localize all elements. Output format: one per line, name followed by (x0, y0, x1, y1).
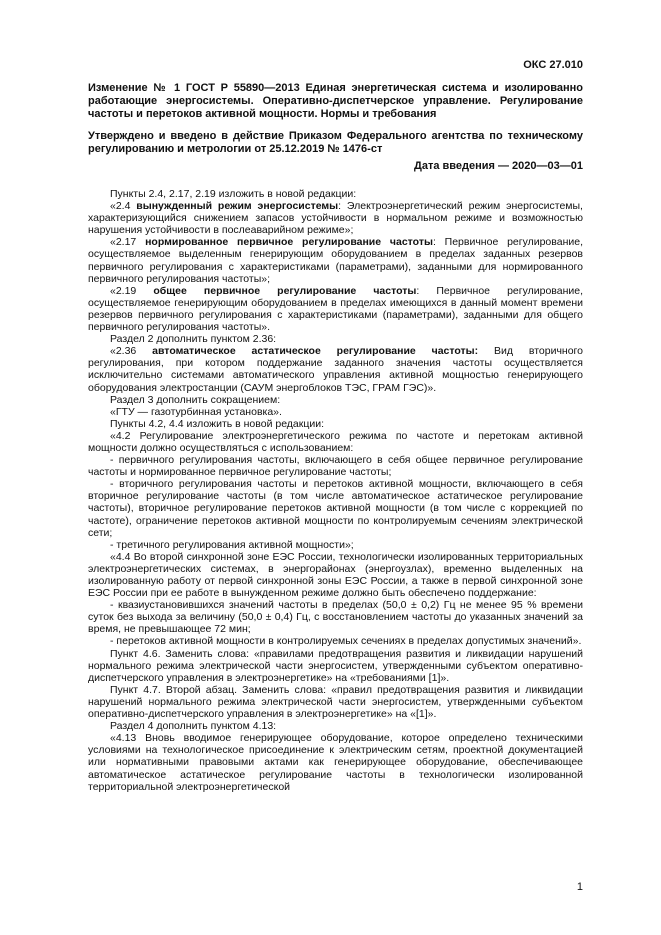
paragraph: «4.13 Вновь вводимое генерирующее оборудование, которое определено техническими условиями на технологическое присоединение к электрическим сетям, проектной документацией или нормативными правовыми актами как генерирующее оборудование, обеспечивающее автоматическое астатическое регулирование частоты в технологически изолированной территориальной электроэнергетической (88, 732, 583, 793)
paragraph: Раздел 4 дополнить пунктом 4.13: (110, 720, 277, 733)
term: вынужденный режим энергосистемы (136, 200, 339, 213)
paragraph: «2.19 общее первичное регулирование частоты: Первичное регулирование, осуществляемое генерирующим оборудованием в пределах имеющихся в данный момент времени резервов первичного регулирования с характеристиками (параметрами), заданными для общего первичного регулирования частоты». (88, 284, 583, 334)
paragraph: «4.2 Регулирование электроэнергетического режима по частоте и перетокам активной мощности должно осуществляться с использованием: (88, 429, 583, 454)
document-body (88, 188, 583, 793)
paragraph: «ГТУ — газотурбинная установка». (110, 405, 282, 418)
term: автоматическое астатическое регулирование частоты: (152, 345, 479, 358)
paragraph: - квазиустановившихся значений частоты в пределах (50,0 ± 0,2) Гц не менее 95 % времени суток без выхода за величину (50,0 ± 0,4) Гц, с восстановлением частоты до указанных значений за время, не превышающее 72 мин; (88, 599, 583, 636)
paragraph: - третичного регулирования активной мощности»; (110, 538, 354, 551)
term: общее первичное регулирование частоты (153, 284, 417, 297)
paragraph: «2.17 нормированное первичное регулирование частоты: Первичное регулирование, осуществляемое выделенным генерирующим оборудованием в пределах заданных резервов первичного регулирования с характеристиками (параметрами), заданными для нормированного первичного регулирования частоты»; (88, 236, 583, 285)
paragraph: Пункт 4.7. Второй абзац. Заменить слова: «правил предотвращения развития и ликвидации нарушений нормального режима электрической части энергосистем, утвержденными субъектом оперативно-диспетчерского управления в электроэнергетике» на «[1]». (88, 683, 583, 721)
paragraph: Раздел 2 дополнить пунктом 2.36: (110, 333, 277, 346)
paragraph: Раздел 3 дополнить сокращением: (110, 393, 281, 406)
paragraph: Пункты 2.4, 2.17, 2.19 изложить в новой редакции: (110, 188, 357, 200)
classification-code: ОКС 27.010 (523, 59, 583, 71)
paragraph: «4.4 Во второй синхронной зоне ЕЭС России, технологически изолированных территориальных электроэнергетических системах, в энергорайонах (энергоузлах), временно выделенных на изолированную работу от первой синхронной зоны ЕЭС России, а также в первой синхронной зоне ЕЭС России при ее работе в вынужденном режиме должно быть обеспечено поддержание: (88, 550, 583, 600)
paragraph: - первичного регулирования частоты, включающего в себя общее первичное регулирование частоты и нормированное первичное регулирование частоты; (88, 454, 583, 479)
approval-note: Утверждено и введено в действие Приказом Федерального агентства по техническому регулированию и метрологии от 25.12.2019 № 1476-ст (88, 130, 583, 155)
paragraph: - перетоков активной мощности в контролируемых сечениях в пределах допустимых значений». (110, 635, 582, 648)
paragraph: «2.4 вынужденный режим энергосистемы: Электроэнергетический режим энергосистемы, характеризующийся снижением запасов устойчивости в нормальном режиме и возможностью нарушения устойчивости в послеаварийном режиме»; (88, 200, 583, 237)
page-number: 1 (576, 881, 583, 893)
paragraph: Пункты 4.2, 4.4 изложить в новой редакции: (110, 417, 325, 430)
paragraph: Пункт 4.6. Заменить слова: «правилами предотвращения развития и ликвидации нарушений нормального режима электрической части энергосистем, утвержденными субъектом оперативно-диспетчерского управления в электроэнергетике» на «требованиями [1]». (88, 647, 583, 684)
paragraph: «2.36 автоматическое астатическое регулирование частоты: Вид вторичного регулирования, при котором поддержание заданного значения частоты осуществляется исключительно системами автоматического управления активной мощностью генерирующего оборудования электростанции (САУМ энергоблоков ТЭС, ГРАМ ГЭС)». (88, 345, 583, 394)
introduction-date: Дата введения — 2020—03—01 (414, 160, 583, 172)
term: нормированное первичное регулирование частоты (145, 236, 433, 249)
paragraph: - вторичного регулирования частоты и перетоков активной мощности, включающего в себя вторичное регулирование частоты (в том числе автоматическое астатическое регулирование частоты), вторичное регулирование перетоков активной мощности (в том числе с коррекцией по частоте), ограничение перетоков активной мощности по контролируемым сечениям электрической сети; (88, 478, 583, 539)
document-title: Изменение № 1 ГОСТ Р 55890—2013 Единая энергетическая система и изолированно работающие энергосистемы. Оперативно-диспетчерское управление. Регулирование частоты и перетоков активной мощности. Нормы и требования (88, 82, 583, 120)
